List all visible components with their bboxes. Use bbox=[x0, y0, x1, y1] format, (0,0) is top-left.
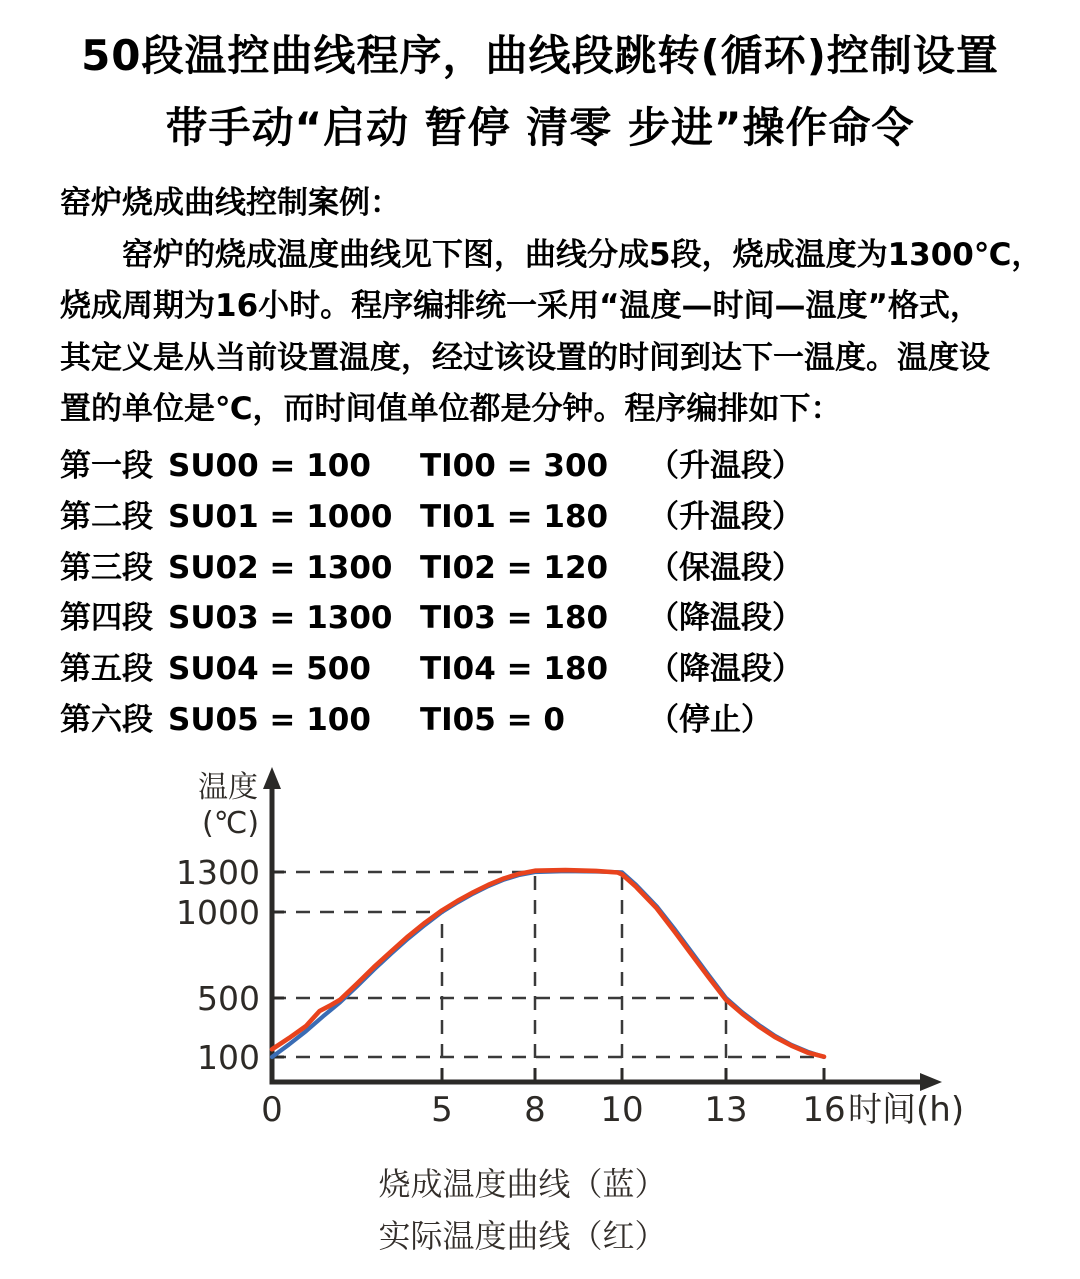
intro-paragraph bbox=[60, 178, 1043, 436]
segment-label: 第一段 bbox=[60, 448, 153, 484]
segment-ti-value: TI05 = 0 bbox=[420, 701, 565, 738]
segment-label: 第五段 bbox=[60, 651, 153, 688]
segment-ti-value: TI00 = 300 bbox=[420, 448, 609, 484]
x-axis-arrow-icon bbox=[920, 1073, 942, 1091]
temperature-curve-chart bbox=[150, 755, 980, 1155]
y-tick-label-1300: 1300 bbox=[176, 853, 260, 892]
y-axis-title-line2: (℃) bbox=[202, 806, 260, 841]
segment-label: 第六段 bbox=[60, 701, 153, 738]
y-tick-label-500: 500 bbox=[197, 979, 260, 1018]
segment-su-value: SU03 = 1300 bbox=[168, 600, 393, 637]
segment-label: 第四段 bbox=[60, 600, 153, 637]
y-axis-arrow-icon bbox=[263, 767, 281, 789]
segment-row-5 bbox=[60, 644, 1040, 695]
segment-note: （停止） bbox=[648, 701, 772, 738]
segment-su-value: SU01 = 1000 bbox=[168, 498, 393, 535]
segment-note: （保温段） bbox=[648, 549, 803, 586]
segment-label: 第三段 bbox=[60, 549, 153, 586]
x-axis-title: 时间(h) bbox=[848, 1090, 965, 1130]
x-tick-label-8: 8 bbox=[524, 1090, 546, 1130]
title-line-1: 50段温控曲线程序，曲线段跳转(循环)控制设置 bbox=[81, 31, 999, 80]
segment-note: （升温段） bbox=[648, 448, 803, 484]
temperature-curve-figure bbox=[150, 755, 980, 1155]
intro-line: 其定义是从当前设置温度，经过该设置的时间到达下一温度。温度设 bbox=[60, 339, 990, 376]
segment-label: 第二段 bbox=[60, 498, 153, 535]
segment-ti-value: TI03 = 180 bbox=[420, 600, 609, 637]
legend-blue-curve: 烧成温度曲线（蓝） bbox=[378, 1165, 667, 1203]
x-tick-label-5: 5 bbox=[431, 1090, 453, 1130]
title-line-2: 带手动“启动 暂停 清零 步进”操作命令 bbox=[165, 103, 915, 152]
x-tick-label-0: 0 bbox=[261, 1090, 283, 1130]
y-axis-title-line1: 温度 bbox=[198, 770, 258, 805]
segment-note: （降温段） bbox=[648, 651, 803, 688]
intro-heading: 窑炉烧成曲线控制案例： bbox=[60, 185, 401, 221]
segment-note: （升温段） bbox=[648, 498, 803, 535]
firing-temperature-curve-blue bbox=[272, 871, 824, 1057]
actual-temperature-curve-red bbox=[272, 870, 824, 1057]
y-tick-label-1000: 1000 bbox=[176, 893, 260, 932]
program-segment-list bbox=[60, 441, 1040, 746]
x-tick-label-16: 16 bbox=[802, 1090, 846, 1130]
segment-su-value: SU02 = 1300 bbox=[168, 549, 393, 586]
x-tick-label-13: 13 bbox=[704, 1090, 748, 1130]
segment-ti-value: TI01 = 180 bbox=[420, 498, 609, 535]
segment-row-6 bbox=[60, 695, 1040, 746]
intro-line: 置的单位是℃，而时间值单位都是分钟。程序编排如下： bbox=[60, 391, 842, 427]
x-tick-label-10: 10 bbox=[600, 1090, 644, 1130]
segment-row-1 bbox=[60, 441, 1040, 492]
segment-row-2 bbox=[60, 492, 1040, 543]
intro-line: 窑炉的烧成温度曲线见下图，曲线分成5段，烧成温度为1300℃， bbox=[60, 236, 1043, 273]
intro-line: 烧成周期为16小时。程序编排统一采用“温度—时间—温度”格式， bbox=[60, 288, 981, 324]
y-tick-label-100: 100 bbox=[197, 1038, 260, 1077]
segment-row-3 bbox=[60, 543, 1040, 594]
segment-note: （降温段） bbox=[648, 600, 803, 637]
segment-ti-value: TI02 = 120 bbox=[420, 549, 609, 586]
legend-red-curve: 实际温度曲线（红） bbox=[378, 1217, 667, 1255]
segment-row-4 bbox=[60, 593, 1040, 644]
segment-su-value: SU00 = 100 bbox=[168, 448, 371, 484]
segment-su-value: SU05 = 100 bbox=[168, 701, 371, 738]
page-title bbox=[0, 20, 1080, 164]
chart-legend bbox=[0, 1158, 1045, 1262]
segment-ti-value: TI04 = 180 bbox=[420, 651, 609, 688]
segment-su-value: SU04 = 500 bbox=[168, 651, 371, 688]
